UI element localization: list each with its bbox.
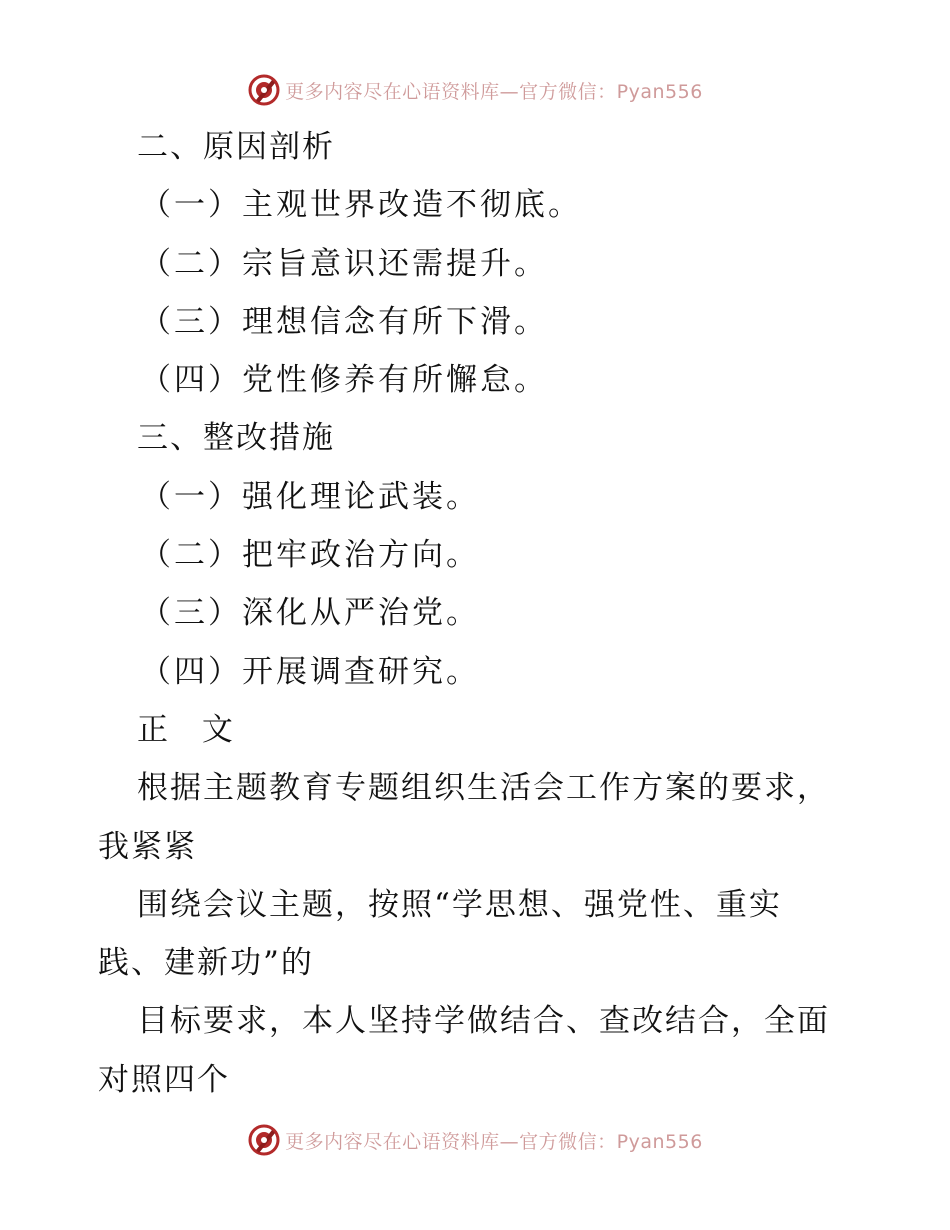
list-item: （四）开展调查研究。 (140, 653, 480, 690)
list-item: （三）理想信念有所下滑。 (140, 303, 548, 340)
paragraph-line: 目标要求，本人坚持学做结合、查改结合，全面 (137, 1003, 830, 1040)
paragraph-line: 我紧紧 (98, 828, 197, 865)
watermark-banner-top (0, 70, 950, 110)
pen-circle-logo-icon (247, 73, 281, 107)
paragraph-line: 对照四个 (98, 1061, 230, 1098)
list-item: （二）把牢政治方向。 (140, 537, 480, 574)
list-item: （三）深化从严治党。 (140, 595, 480, 632)
list-item: （一）主观世界改造不彻底。 (140, 187, 582, 224)
list-item: （二）宗旨意识还需提升。 (140, 245, 548, 282)
paragraph-line: 围绕会议主题，按照“学思想、强党性、重实 (137, 886, 782, 923)
list-item: （四）党性修养有所懈怠。 (140, 362, 548, 399)
document-body (98, 118, 868, 1109)
section-heading: 正 文 (137, 711, 245, 748)
pen-circle-logo-icon (247, 1123, 281, 1157)
watermark-text: 更多内容尽在心语资料库—官方微信：Pyan556 (285, 1130, 703, 1153)
paragraph-line: 践、建新功”的 (98, 945, 314, 982)
section-heading: 二、原因剖析 (137, 129, 335, 165)
paragraph-line: 根据主题教育专题组织生活会工作方案的要求， (137, 770, 830, 807)
watermark-banner-bottom (0, 1120, 950, 1160)
watermark-text: 更多内容尽在心语资料库—官方微信：Pyan556 (285, 80, 703, 103)
section-heading: 三、整改措施 (137, 420, 335, 457)
list-item: （一）强化理论武装。 (140, 478, 480, 515)
